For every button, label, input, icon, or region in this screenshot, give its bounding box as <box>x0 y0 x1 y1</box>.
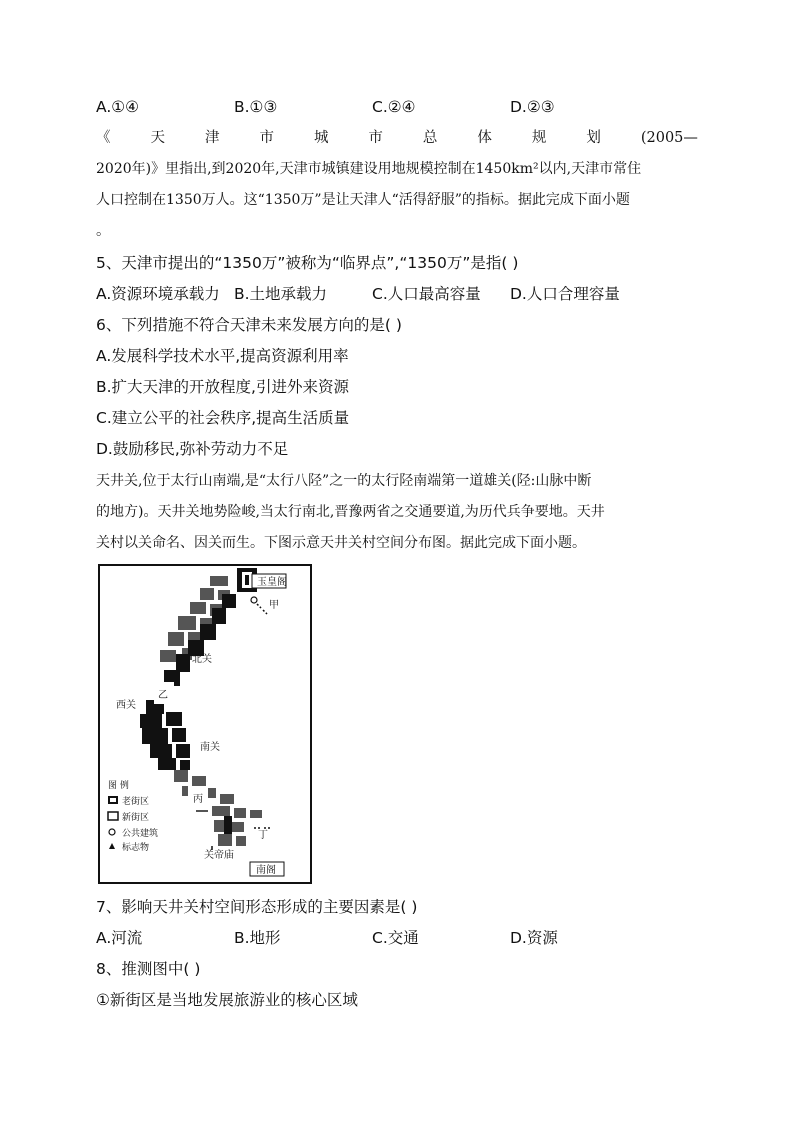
q7-option-a: A.河流 <box>96 929 143 947</box>
dotted-path-jia <box>257 604 267 614</box>
legend-title: 图 例 <box>108 781 129 791</box>
passage2-line2: 的地方)。天井关地势险峻,当太行南北,晋豫两省之交通要道,为历代兵争要地。天井 <box>96 504 605 520</box>
label-nange: 南阁 <box>256 865 276 876</box>
q7-option-c: C.交通 <box>372 929 419 947</box>
legend-landmark: 标志物 <box>122 843 150 853</box>
passage1-char: 规 <box>531 130 547 146</box>
label-beiguan: 北关 <box>192 654 212 665</box>
new-street-blocks-south <box>174 770 262 846</box>
q5-option-d: D.人口合理容量 <box>510 285 620 303</box>
label-xiguan: 西关 <box>116 700 136 711</box>
passage1-char: 津 <box>204 130 220 146</box>
passage1-char: 市 <box>368 130 383 146</box>
passage2-line1: 天井关,位于太行山南端,是“太行八陉”之一的太行陉南端第一道雄关(陉:山脉中断 <box>96 473 592 489</box>
label-guandimiao: 关帝庙 <box>204 850 234 861</box>
q6-stem: 6、下列措施不符合天津未来发展方向的是( ) <box>96 316 402 334</box>
legend-public-building: 公共建筑 <box>122 829 159 839</box>
passage1-char: 总 <box>422 130 438 146</box>
legend-landmark-marker <box>109 843 115 849</box>
old-street-block-south <box>224 816 232 834</box>
passage1-char: 市 <box>259 130 274 146</box>
passage2-line3: 关村以关命名、因关而生。下图示意天井关村空间分布图。据此完成下面小题。 <box>96 535 586 551</box>
q4-option-a: A.①④ <box>96 98 140 116</box>
tianjingguan-village-map <box>98 564 312 884</box>
label-bing: 丙 <box>193 794 203 805</box>
legend-old-street: 老街区 <box>122 797 150 807</box>
label-yi: 乙 <box>158 690 168 701</box>
q8-item1: ①新街区是当地发展旅游业的核心区域 <box>96 991 358 1009</box>
label-ding: 丁 <box>258 830 268 841</box>
q8-stem: 8、推测图中( ) <box>96 960 201 978</box>
legend-public-building-marker <box>109 829 115 835</box>
passage1-line1 <box>96 128 698 148</box>
q5-option-b: B.土地承载力 <box>234 285 328 303</box>
q4-option-d: D.②③ <box>510 98 555 116</box>
q6-option-a: A.发展科学技术水平,提高资源利用率 <box>96 347 349 365</box>
q6-option-c: C.建立公平的社会秩序,提高生活质量 <box>96 409 350 427</box>
passage1-char: 城 <box>313 130 329 146</box>
passage1-char: 天 <box>150 130 165 146</box>
map-svg <box>100 566 310 882</box>
legend-new-street: 新街区 <box>122 813 150 823</box>
q7-stem: 7、影响天井关村空间形态形成的主要因素是( ) <box>96 898 418 916</box>
passage1-char: 划 <box>586 130 601 146</box>
label-yuhuangge: 玉皇阁 <box>257 577 287 588</box>
q7-option-d: D.资源 <box>510 929 558 947</box>
public-building-marker-jia <box>251 597 257 603</box>
passage1-line3: 人口控制在1350万人。这“1350万”是让天津人“活得舒服”的指标。据此完成下面小题 <box>96 192 630 208</box>
q7-option-b: B.地形 <box>234 929 281 947</box>
q6-option-d: D.鼓励移民,弥补劳动力不足 <box>96 440 289 458</box>
q5-option-c: C.人口最高容量 <box>372 285 481 303</box>
label-nanguan: 南关 <box>200 742 220 753</box>
label-jia: 甲 <box>269 600 279 611</box>
q6-option-b: B.扩大天津的开放程度,引进外来资源 <box>96 378 349 396</box>
q5-option-a: A.资源环境承载力 <box>96 285 220 303</box>
passage1-char: 体 <box>477 130 492 146</box>
passage1-line4: 。 <box>96 223 111 239</box>
q4-option-c: C.②④ <box>372 98 416 116</box>
passage1-char: 《 <box>96 130 111 146</box>
q4-option-b: B.①③ <box>234 98 278 116</box>
legend-new-street-swatch <box>108 812 118 820</box>
q5-stem: 5、天津市提出的“1350万”被称为“临界点”,“1350万”是指( ) <box>96 254 519 272</box>
passage1-char: (2005— <box>640 130 698 146</box>
map-legend <box>108 779 158 853</box>
passage1-line2: 2020年)》里指出,到2020年,天津市城镇建设用地规模控制在1450km²以内,天津市常住 <box>96 161 642 177</box>
